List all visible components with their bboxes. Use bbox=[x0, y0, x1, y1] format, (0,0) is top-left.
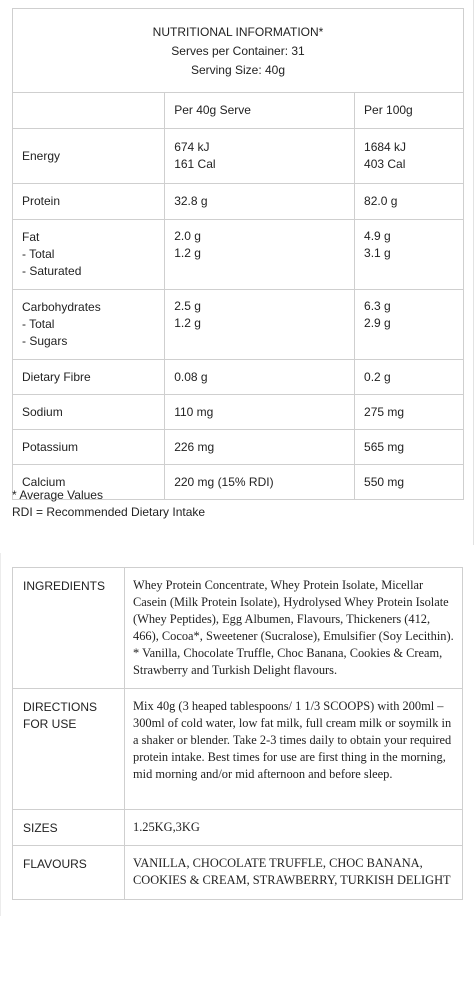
detail-label bbox=[13, 689, 125, 810]
value-line: 2.9 g bbox=[364, 316, 391, 330]
nutrient-name: Protein bbox=[22, 194, 61, 208]
nutrient-name: Calcium bbox=[22, 474, 66, 489]
value-line: 110 mg bbox=[174, 404, 214, 419]
footnote-rdi: RDI = Recommended Dietary Intake bbox=[12, 505, 206, 519]
nutrition-title: NUTRITIONAL INFORMATION* bbox=[152, 25, 324, 39]
value-line: 1.2 g bbox=[174, 246, 201, 260]
detail-label-text: INGREDIENTS bbox=[23, 579, 106, 593]
value-line: 0.08 g bbox=[174, 369, 208, 384]
nutrient-subname: - Sugars bbox=[22, 334, 68, 348]
nutrient-label bbox=[13, 395, 165, 430]
column-header-per-serve: Per 40g Serve bbox=[165, 93, 355, 129]
detail-label-text: SIZES bbox=[23, 821, 58, 835]
nutrient-name: Energy bbox=[22, 148, 61, 163]
nutrition-row-energy bbox=[13, 129, 464, 184]
panel-edge-rule bbox=[0, 553, 1, 916]
per-100g-value bbox=[355, 290, 464, 360]
footnote-average-values: * Average Values bbox=[12, 488, 103, 502]
value-line: 0.2 g bbox=[364, 369, 391, 384]
footnotes bbox=[12, 487, 205, 521]
value-line: 82.0 g bbox=[364, 194, 398, 208]
nutrient-label bbox=[13, 290, 165, 360]
value-line: 220 mg (15% RDI) bbox=[174, 474, 274, 489]
per-100g-value bbox=[355, 220, 464, 290]
column-header-nutrient bbox=[13, 93, 165, 129]
detail-label-text: FOR USE bbox=[23, 717, 77, 731]
nutrient-label bbox=[13, 360, 165, 395]
nutrient-label bbox=[13, 129, 165, 184]
per-serve-value bbox=[165, 290, 355, 360]
nutrition-table bbox=[12, 8, 464, 500]
nutrient-name: Dietary Fibre bbox=[22, 369, 91, 384]
per-serve-value bbox=[165, 184, 355, 220]
nutrient-label bbox=[13, 184, 165, 220]
nutrient-subname: - Total bbox=[22, 247, 55, 261]
details-row-ingredients bbox=[13, 568, 463, 689]
serving-size: Serving Size: 40g bbox=[190, 63, 286, 77]
directions-text: Mix 40g (3 heaped tablespoons/ 1 1/3 SCOOPS) with 200ml – 300ml of cold water, low fat milk, full cream milk or soymilk in a shaker or blender. Take 2-3 times daily to obtain your required protein intake. Best times for use are first thing in the morning, mid morning and/or mid afternoon and before sleep. bbox=[125, 689, 463, 810]
nutrition-title-row bbox=[13, 9, 464, 93]
value-line: 565 mg bbox=[364, 439, 405, 454]
detail-label-text: DIRECTIONS bbox=[23, 700, 98, 714]
nutrient-name: Sodium bbox=[22, 404, 63, 419]
detail-label bbox=[13, 568, 125, 689]
nutrition-row-carbohydrates bbox=[13, 290, 464, 360]
nutrition-row-fat bbox=[13, 220, 464, 290]
value-line: 32.8 g bbox=[174, 194, 208, 208]
per-100g-value bbox=[355, 129, 464, 184]
detail-label bbox=[13, 810, 125, 846]
value-line: 1684 kJ bbox=[364, 140, 407, 154]
value-line: 3.1 g bbox=[364, 246, 391, 260]
column-header-per-100g: Per 100g bbox=[355, 93, 464, 129]
nutrition-row-dietary-fibre bbox=[13, 360, 464, 395]
per-100g-value bbox=[355, 395, 464, 430]
nutrient-label bbox=[13, 220, 165, 290]
value-line: 6.3 g bbox=[364, 299, 391, 313]
nutrition-row-potassium bbox=[13, 430, 464, 465]
detail-label bbox=[13, 846, 125, 900]
per-serve-value bbox=[165, 220, 355, 290]
nutrition-header-row bbox=[13, 93, 464, 129]
nutrient-name: Fat bbox=[22, 230, 40, 244]
sizes-text: 1.25KG,3KG bbox=[125, 810, 463, 846]
value-line: 4.9 g bbox=[364, 229, 391, 243]
per-serve-value bbox=[165, 129, 355, 184]
details-row-flavours bbox=[13, 846, 463, 900]
detail-label-text: FLAVOURS bbox=[23, 857, 87, 871]
nutrition-row-sodium bbox=[13, 395, 464, 430]
nutrient-label bbox=[13, 430, 165, 465]
ingredients-text: Whey Protein Concentrate, Whey Protein Isolate, Micellar Casein (Milk Protein Isolate), Hydrolysed Whey Protein Isolate (Whey Peptides), Egg Albumen, Flavours, Thickeners (412, 466), Cocoa*, Sweetener (Sucralose), Emulsifier (Soy Lecithin). * Vanilla, Chocolate Truffle, Choc Banana, Cookies & Cream, Strawberry and Turkish Delight flavours. bbox=[125, 568, 463, 689]
value-line: 403 Cal bbox=[364, 157, 406, 171]
details-row-directions bbox=[13, 689, 463, 810]
per-100g-value bbox=[355, 465, 464, 500]
nutrient-subname: - Total bbox=[22, 317, 55, 331]
per-serve-value bbox=[165, 395, 355, 430]
value-line: 2.5 g bbox=[174, 299, 201, 313]
serves-per-container: Serves per Container: 31 bbox=[171, 44, 305, 58]
value-line: 550 mg bbox=[364, 474, 405, 489]
per-serve-value bbox=[165, 360, 355, 395]
nutrient-subname: - Saturated bbox=[22, 264, 82, 278]
flavours-text: VANILLA, CHOCOLATE TRUFFLE, CHOC BANANA, COOKIES & CREAM, STRAWBERRY, TURKISH DELIGHT bbox=[125, 846, 463, 900]
product-details bbox=[12, 567, 463, 900]
nutrition-title-cell bbox=[13, 9, 464, 93]
value-line: 226 mg bbox=[174, 439, 215, 454]
value-line: 674 kJ bbox=[174, 140, 210, 154]
per-100g-value bbox=[355, 430, 464, 465]
details-row-sizes bbox=[13, 810, 463, 846]
value-line: 1.2 g bbox=[174, 316, 201, 330]
product-details-table bbox=[12, 567, 463, 900]
value-line: 161 Cal bbox=[174, 157, 216, 171]
value-line: 275 mg bbox=[364, 404, 405, 419]
nutrient-name: Carbohydrates bbox=[22, 300, 101, 314]
value-line: 2.0 g bbox=[174, 229, 201, 243]
nutrition-row-protein bbox=[13, 184, 464, 220]
per-100g-value bbox=[355, 184, 464, 220]
per-100g-value bbox=[355, 360, 464, 395]
per-serve-value bbox=[165, 430, 355, 465]
nutrient-name: Potassium bbox=[22, 439, 79, 454]
